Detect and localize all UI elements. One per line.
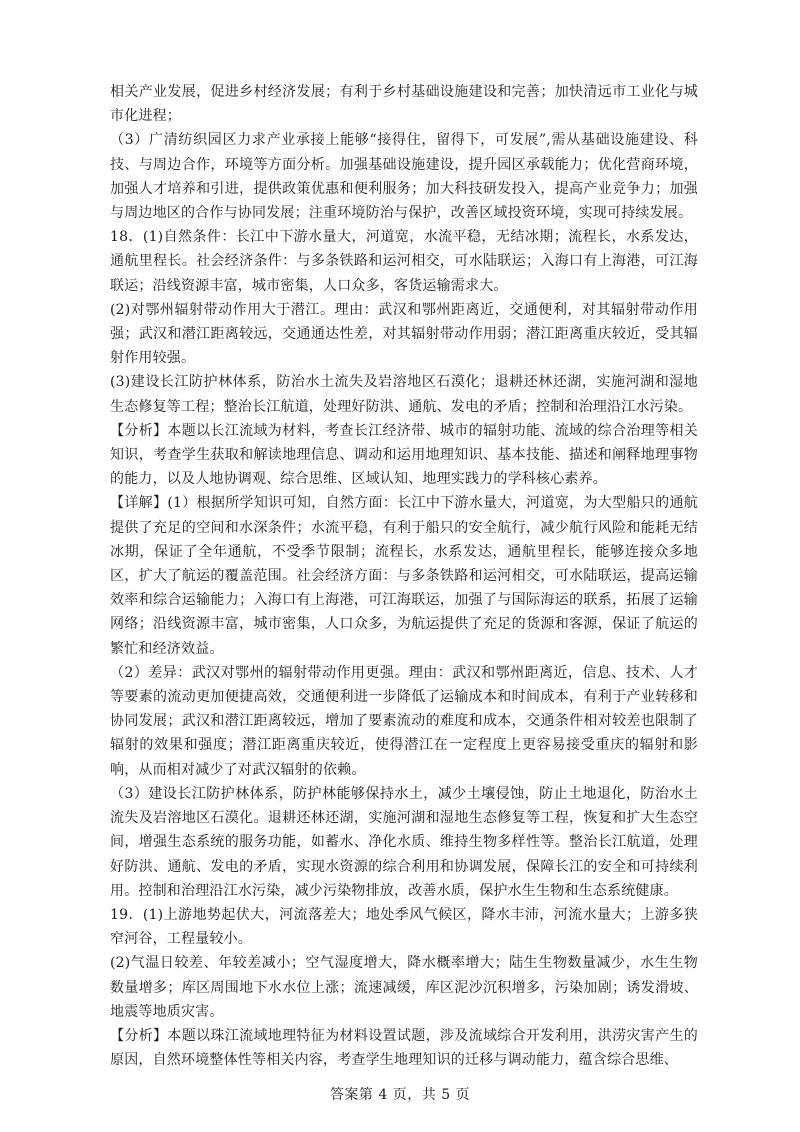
paragraph-q19-analysis: 【分析】本题以珠江流域地理特征为材料设置试题，涉及流域综合开发利用，洪涝灾害产生的原因，自然环境整体性等相关内容，考查学生地理知识的迁移与调动能力，蕴含综合思维、 [110,1027,698,1069]
paragraph-q19-2: (2)气温日较差、年较差减小；空气湿度增大，降水概率增大；陆生生物数量减少，水生生物数量增多；库区周围地下水水位上涨；流速减缓，库区泥沙沉积增多，污染加剧；诱发滑坡、地震等地质灾害。 [110,955,698,1020]
paragraph-q18-detail-1: 【详解】(1）根据所学知识可知，自然方面：长江中下游水量大，河道宽，为大型船只的通航提供了充足的空间和水深条件；水流平稳，有利于船只的安全航行，减少航行风险和能耗无结冰期，保证了全年通航，不受季节限制；流程长，水系发达，通航里程长，能够连接众多地区，扩大了航运的覆盖范围。社会经济方面：与多条铁路和运河相交，可水陆联运，提高运输效率和综合运输能力；入海口有上海港，可江海联运，加强了与国际海运的联系，拓展了运输网络；沿线资源丰富，城市密集，人口众多，为航运提供了充足的货源和客源，保证了航运的繁忙和经济效益。 [110,495,698,657]
paragraph-q18-2: (2)对鄂州辐射带动作用大于潜江。理由：武汉和鄂州距离近，交通便利，对其辐射带动作用强；武汉和潜江距离较远，交通通达性差，对其辐射带动作用弱；潜江距离重庆较近，受其辐射作用较强。 [110,301,698,367]
paragraph-q18-detail-2: （2）差异：武汉对鄂州的辐射带动作用更强。理由：武汉和鄂州距离近，信息、技术、人才等要素的流动更加便捷高效，交通便利进一步降低了运输成本和时间成本，有利于产业转移和协同发展；武汉和潜江距离较远，增加了要素流动的难度和成本，交通条件相对较差也限制了辐射的效果和强度；潜江距离重庆较近，使得潜江在一定程度上更容易接受重庆的辐射和影响，从而相对减少了对武汉辐射的依赖。 [110,664,698,778]
paragraph-q18-3: (3)建设长江防护林体系，防治水土流失及岩溶地区石漠化；退耕还林还湖，实施河湖和湿地生态修复等工程；整治长江航道，处理好防洪、通航、发电的矛盾；控制和治理沿江水污染。 [110,374,698,415]
paragraph-q17-2-ending: 相关产业发展，促进乡村经济发展；有利于乡村基础设施建设和完善；加快清远市工业化与城市化进程； [110,84,698,125]
paragraph-q18-analysis: 【分析】本题以长江流域为材料，考查长江经济带、城市的辐射功能、流域的综合治理等相关知识，考查学生获取和解读地理信息、调动和运用地理知识、基本技能、描述和阐释地理事物的能力，以及人地协调观、综合思维、区域认知、地理实践力的学科核心素养。 [110,422,698,488]
paragraph-q18-detail-3: （3）建设长江防护林体系，防护林能够保持水土，减少土壤侵蚀，防止土地退化，防治水土流失及岩溶地区石漠化。退耕还林还湖，实施河湖和湿地生态修复等工程，恢复和扩大生态空间，增强生态系统的服务功能，如蓄水、净化水质、维持生物多样性等。整治长江航道，处理好防洪、通航、发电的矛盾，实现水资源的综合利用和协调发展，保障长江的安全和可持续利用。控制和治理沿江水污染，减少污染物排放，改善水质，保护水生生物和生态系统健康。 [110,785,698,899]
paragraph-q17-3: （3）广清纺织园区力求产业承接上能够“接得住，留得下，可发展”,需从基础设施建设、科技、与周边合作，环境等方面分析。加强基础设施建设，提升园区承载能力；优化营商环境，加强人才培养和引进，提供政策优惠和便利服务；加大科技研发投入，提高产业竞争力；加强与周边地区的合作与协同发展；注重环境防治与保护，改善区域投资环境，实现可持续发展。 [110,132,698,222]
paragraph-q19-1: 19．(1)上游地势起伏大，河流落差大；地处季风气候区，降水丰沛，河流水量大；上游多狭窄河谷，工程量较小。 [110,906,698,948]
page-footer: 答案第 4 页，共 5 页 [329,1087,471,1103]
answer-text-body [110,80,698,1072]
paragraph-q18-1: 18．(1)自然条件：长江中下游水量大，河道宽，水流平稳，无结冰期；流程长，水系发达，通航里程长。社会经济条件：与多条铁路和运河相交，可水陆联运；入海口有上海港，可江海联运；沿线资源丰富，城市密集，人口众多，客货运输需求大。 [110,229,698,294]
